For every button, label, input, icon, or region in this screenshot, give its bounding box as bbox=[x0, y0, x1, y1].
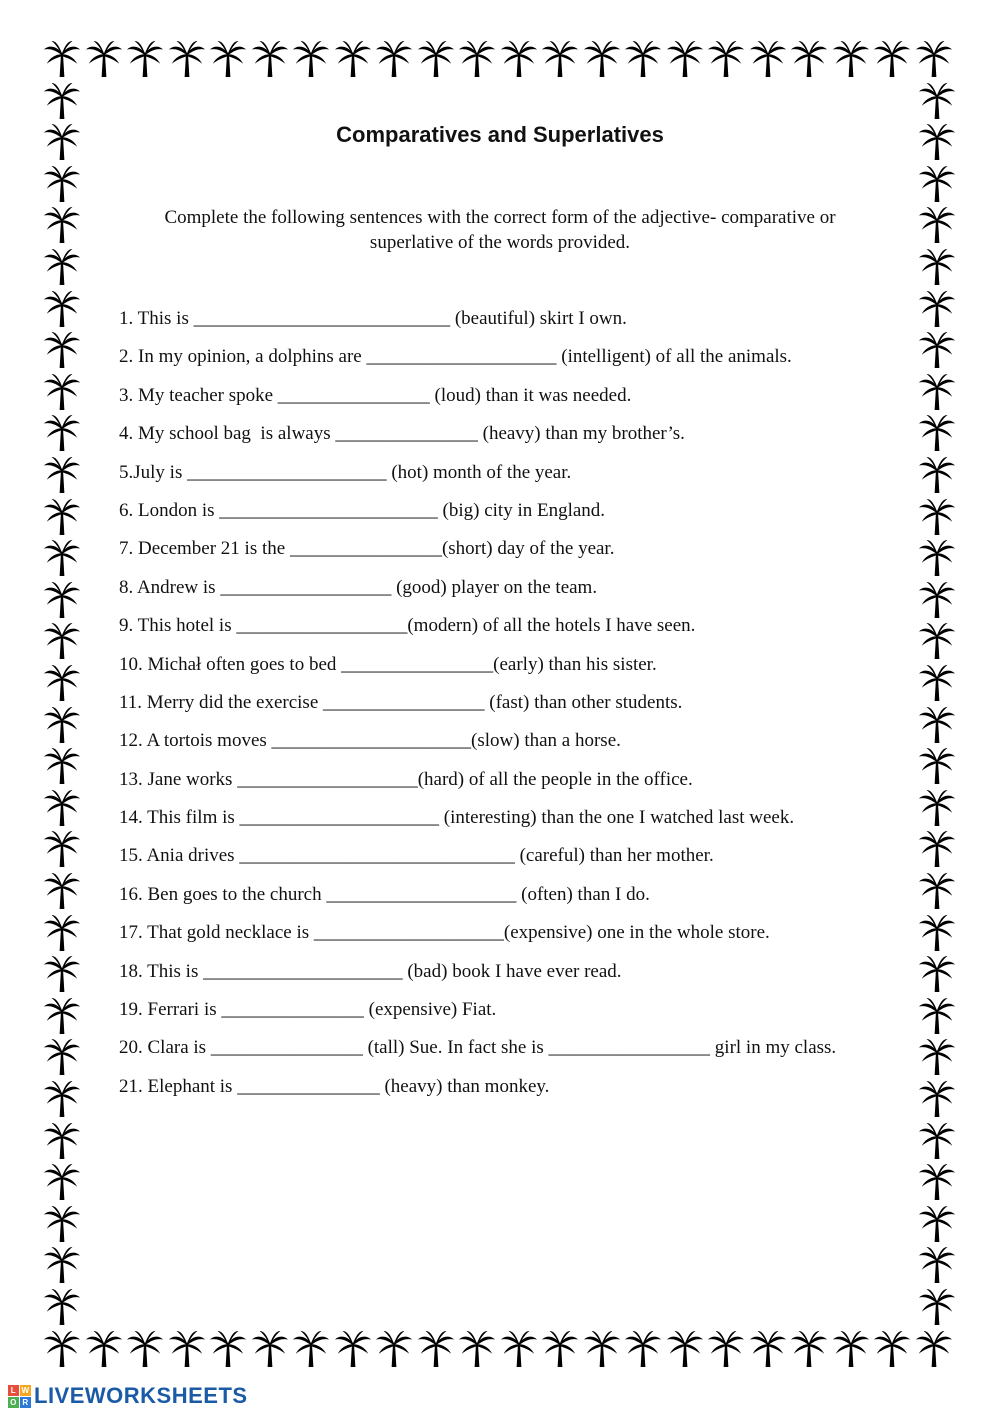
palm-tree-icon bbox=[43, 1205, 81, 1243]
palm-tree-icon bbox=[417, 40, 455, 78]
question-17: 17. That gold necklace is ____________________(expensive) one in the whole store. bbox=[119, 922, 770, 944]
palm-tree-icon bbox=[334, 1330, 372, 1368]
palm-tree-icon bbox=[918, 206, 956, 244]
palm-tree-icon bbox=[43, 40, 81, 78]
question-1: 1. This is ___________________________ (beautiful) skirt I own. bbox=[119, 308, 627, 329]
liveworksheets-footer[interactable] bbox=[8, 1381, 248, 1411]
palm-tree-icon bbox=[918, 248, 956, 286]
palm-tree-icon bbox=[832, 1330, 870, 1368]
palm-tree-icon bbox=[918, 581, 956, 619]
palm-tree-icon bbox=[918, 498, 956, 536]
palm-tree-icon bbox=[43, 872, 81, 910]
palm-tree-icon bbox=[790, 1330, 828, 1368]
palm-tree-icon bbox=[624, 1330, 662, 1368]
palm-tree-icon bbox=[417, 1330, 455, 1368]
palm-tree-icon bbox=[292, 40, 330, 78]
question-12: 12. A tortois moves _____________________(slow) than a horse. bbox=[119, 730, 621, 752]
palm-tree-icon bbox=[43, 1330, 81, 1368]
palm-tree-icon bbox=[43, 456, 81, 494]
logo-tile: L bbox=[8, 1385, 19, 1396]
palm-tree-icon bbox=[918, 1038, 956, 1076]
palm-tree-icon bbox=[707, 40, 745, 78]
question-3: 3. My teacher spoke ________________ (loud) than it was needed. bbox=[119, 384, 632, 406]
instructions: Complete the following sentences with the correct form of the adjective- comparative or superlative of the words provided. bbox=[164, 207, 836, 253]
palm-tree-icon bbox=[918, 830, 956, 868]
palm-tree-icon bbox=[43, 955, 81, 993]
question-4: 4. My school bag is always _______________ (heavy) than my brother’s. bbox=[119, 423, 685, 445]
footer-brand: LIVEWORKSHEETS bbox=[34, 1383, 248, 1408]
logo-tile: R bbox=[20, 1397, 31, 1408]
palm-tree-icon bbox=[918, 456, 956, 494]
palm-tree-icon bbox=[43, 82, 81, 120]
palm-tree-icon bbox=[915, 1330, 953, 1368]
question-list bbox=[119, 306, 899, 1112]
palm-tree-icon bbox=[918, 789, 956, 827]
palm-tree-icon bbox=[43, 331, 81, 369]
question-21: 21. Elephant is _______________ (heavy) than monkey. bbox=[119, 1075, 550, 1097]
palm-tree-icon bbox=[43, 290, 81, 328]
question-6: 6. London is _______________________ (big) city in England. bbox=[119, 499, 606, 521]
palm-tree-icon bbox=[43, 830, 81, 868]
palm-tree-icon bbox=[583, 1330, 621, 1368]
question-7: 7. December 21 is the ________________(short) day of the year. bbox=[119, 538, 615, 560]
palm-tree-icon bbox=[168, 1330, 206, 1368]
palm-tree-icon bbox=[458, 40, 496, 78]
palm-tree-icon bbox=[918, 997, 956, 1035]
palm-tree-icon bbox=[43, 747, 81, 785]
question-5: 5.July is _____________________ (hot) month of the year. bbox=[119, 461, 572, 483]
palm-tree-icon bbox=[918, 1122, 956, 1160]
palm-tree-icon bbox=[43, 1122, 81, 1160]
question-9: 9. This hotel is __________________(modern) of all the hotels I have seen. bbox=[119, 615, 696, 637]
palm-tree-icon bbox=[918, 290, 956, 328]
palm-tree-icon bbox=[666, 1330, 704, 1368]
palm-tree-icon bbox=[624, 40, 662, 78]
palm-tree-icon bbox=[43, 914, 81, 952]
question-18: 18. This is _____________________ (bad) book I have ever read. bbox=[119, 960, 622, 982]
palm-tree-icon bbox=[915, 40, 953, 78]
palm-tree-icon bbox=[209, 40, 247, 78]
palm-tree-icon bbox=[43, 498, 81, 536]
palm-tree-icon bbox=[918, 539, 956, 577]
palm-tree-icon bbox=[918, 414, 956, 452]
palm-tree-icon bbox=[918, 373, 956, 411]
palm-tree-icon bbox=[43, 789, 81, 827]
palm-tree-icon bbox=[918, 1080, 956, 1118]
palm-tree-icon bbox=[500, 1330, 538, 1368]
palm-tree-icon bbox=[43, 997, 81, 1035]
palm-tree-icon bbox=[500, 40, 538, 78]
palm-tree-icon bbox=[832, 40, 870, 78]
worksheet-title: Comparatives and Superlatives bbox=[336, 122, 664, 147]
palm-tree-icon bbox=[43, 414, 81, 452]
palm-tree-icon bbox=[918, 1205, 956, 1243]
palm-tree-icon bbox=[749, 40, 787, 78]
palm-tree-icon bbox=[43, 1163, 81, 1201]
palm-tree-icon bbox=[918, 955, 956, 993]
palm-tree-icon bbox=[43, 1080, 81, 1118]
logo-tile: W bbox=[21, 1385, 30, 1395]
question-20: 20. Clara is ________________ (tall) Sue. In fact she is _________________ girl in my class. bbox=[119, 1037, 837, 1059]
palm-tree-icon bbox=[43, 1288, 81, 1326]
palm-tree-icon bbox=[43, 622, 81, 660]
palm-tree-icon bbox=[458, 1330, 496, 1368]
palm-tree-icon bbox=[790, 40, 828, 78]
palm-tree-icon bbox=[666, 40, 704, 78]
palm-tree-icon bbox=[251, 40, 289, 78]
palm-tree-icon bbox=[918, 165, 956, 203]
palm-tree-icon bbox=[707, 1330, 745, 1368]
palm-tree-icon bbox=[918, 914, 956, 952]
palm-tree-icon bbox=[43, 1038, 81, 1076]
logo-tile: O bbox=[8, 1397, 19, 1408]
palm-tree-icon bbox=[43, 165, 81, 203]
question-8: 8. Andrew is __________________ (good) player on the team. bbox=[119, 576, 598, 598]
palm-tree-icon bbox=[749, 1330, 787, 1368]
palm-tree-icon bbox=[43, 373, 81, 411]
palm-tree-icon bbox=[873, 1330, 911, 1368]
palm-tree-icon bbox=[541, 40, 579, 78]
palm-tree-icon bbox=[251, 1330, 289, 1368]
question-2: 2. In my opinion, a dolphins are ____________________ (intelligent) of all the animals. bbox=[119, 346, 792, 368]
palm-tree-icon bbox=[375, 1330, 413, 1368]
palm-tree-icon bbox=[918, 82, 956, 120]
palm-tree-icon bbox=[918, 1163, 956, 1201]
question-13: 13. Jane works ___________________(hard) of all the people in the office. bbox=[119, 768, 693, 790]
palm-tree-icon bbox=[583, 40, 621, 78]
palm-tree-icon bbox=[43, 706, 81, 744]
palm-tree-icon bbox=[918, 622, 956, 660]
palm-tree-icon bbox=[918, 706, 956, 744]
palm-tree-icon bbox=[126, 1330, 164, 1368]
palm-tree-icon bbox=[918, 331, 956, 369]
palm-tree-icon bbox=[85, 40, 123, 78]
palm-tree-icon bbox=[873, 40, 911, 78]
palm-tree-icon bbox=[85, 1330, 123, 1368]
question-15: 15. Ania drives _____________________________ (careful) than her mother. bbox=[119, 845, 714, 867]
palm-tree-icon bbox=[918, 1246, 956, 1284]
palm-tree-icon bbox=[168, 40, 206, 78]
question-11: 11. Merry did the exercise _________________ (fast) than other students. bbox=[119, 691, 683, 713]
palm-tree-icon bbox=[43, 248, 81, 286]
question-16: 16. Ben goes to the church ____________________ (often) than I do. bbox=[119, 883, 650, 905]
question-10: 10. Michał often goes to bed ________________(early) than his sister. bbox=[119, 653, 657, 675]
palm-tree-icon bbox=[918, 1288, 956, 1326]
palm-tree-icon bbox=[209, 1330, 247, 1368]
palm-tree-icon bbox=[375, 40, 413, 78]
palm-tree-icon bbox=[43, 1246, 81, 1284]
palm-tree-icon bbox=[43, 206, 81, 244]
liveworksheets-logo-icon bbox=[8, 1385, 31, 1408]
palm-tree-icon bbox=[43, 664, 81, 702]
palm-tree-icon bbox=[126, 40, 164, 78]
palm-tree-icon bbox=[541, 1330, 579, 1368]
question-14: 14. This film is _____________________ (interesting) than the one I watched last week. bbox=[119, 807, 795, 829]
palm-tree-icon bbox=[918, 664, 956, 702]
palm-tree-icon bbox=[292, 1330, 330, 1368]
palm-tree-icon bbox=[43, 581, 81, 619]
palm-tree-icon bbox=[918, 747, 956, 785]
palm-tree-icon bbox=[918, 872, 956, 910]
palm-tree-icon bbox=[43, 539, 81, 577]
palm-tree-icon bbox=[334, 40, 372, 78]
question-19: 19. Ferrari is _______________ (expensive) Fiat. bbox=[119, 999, 497, 1021]
